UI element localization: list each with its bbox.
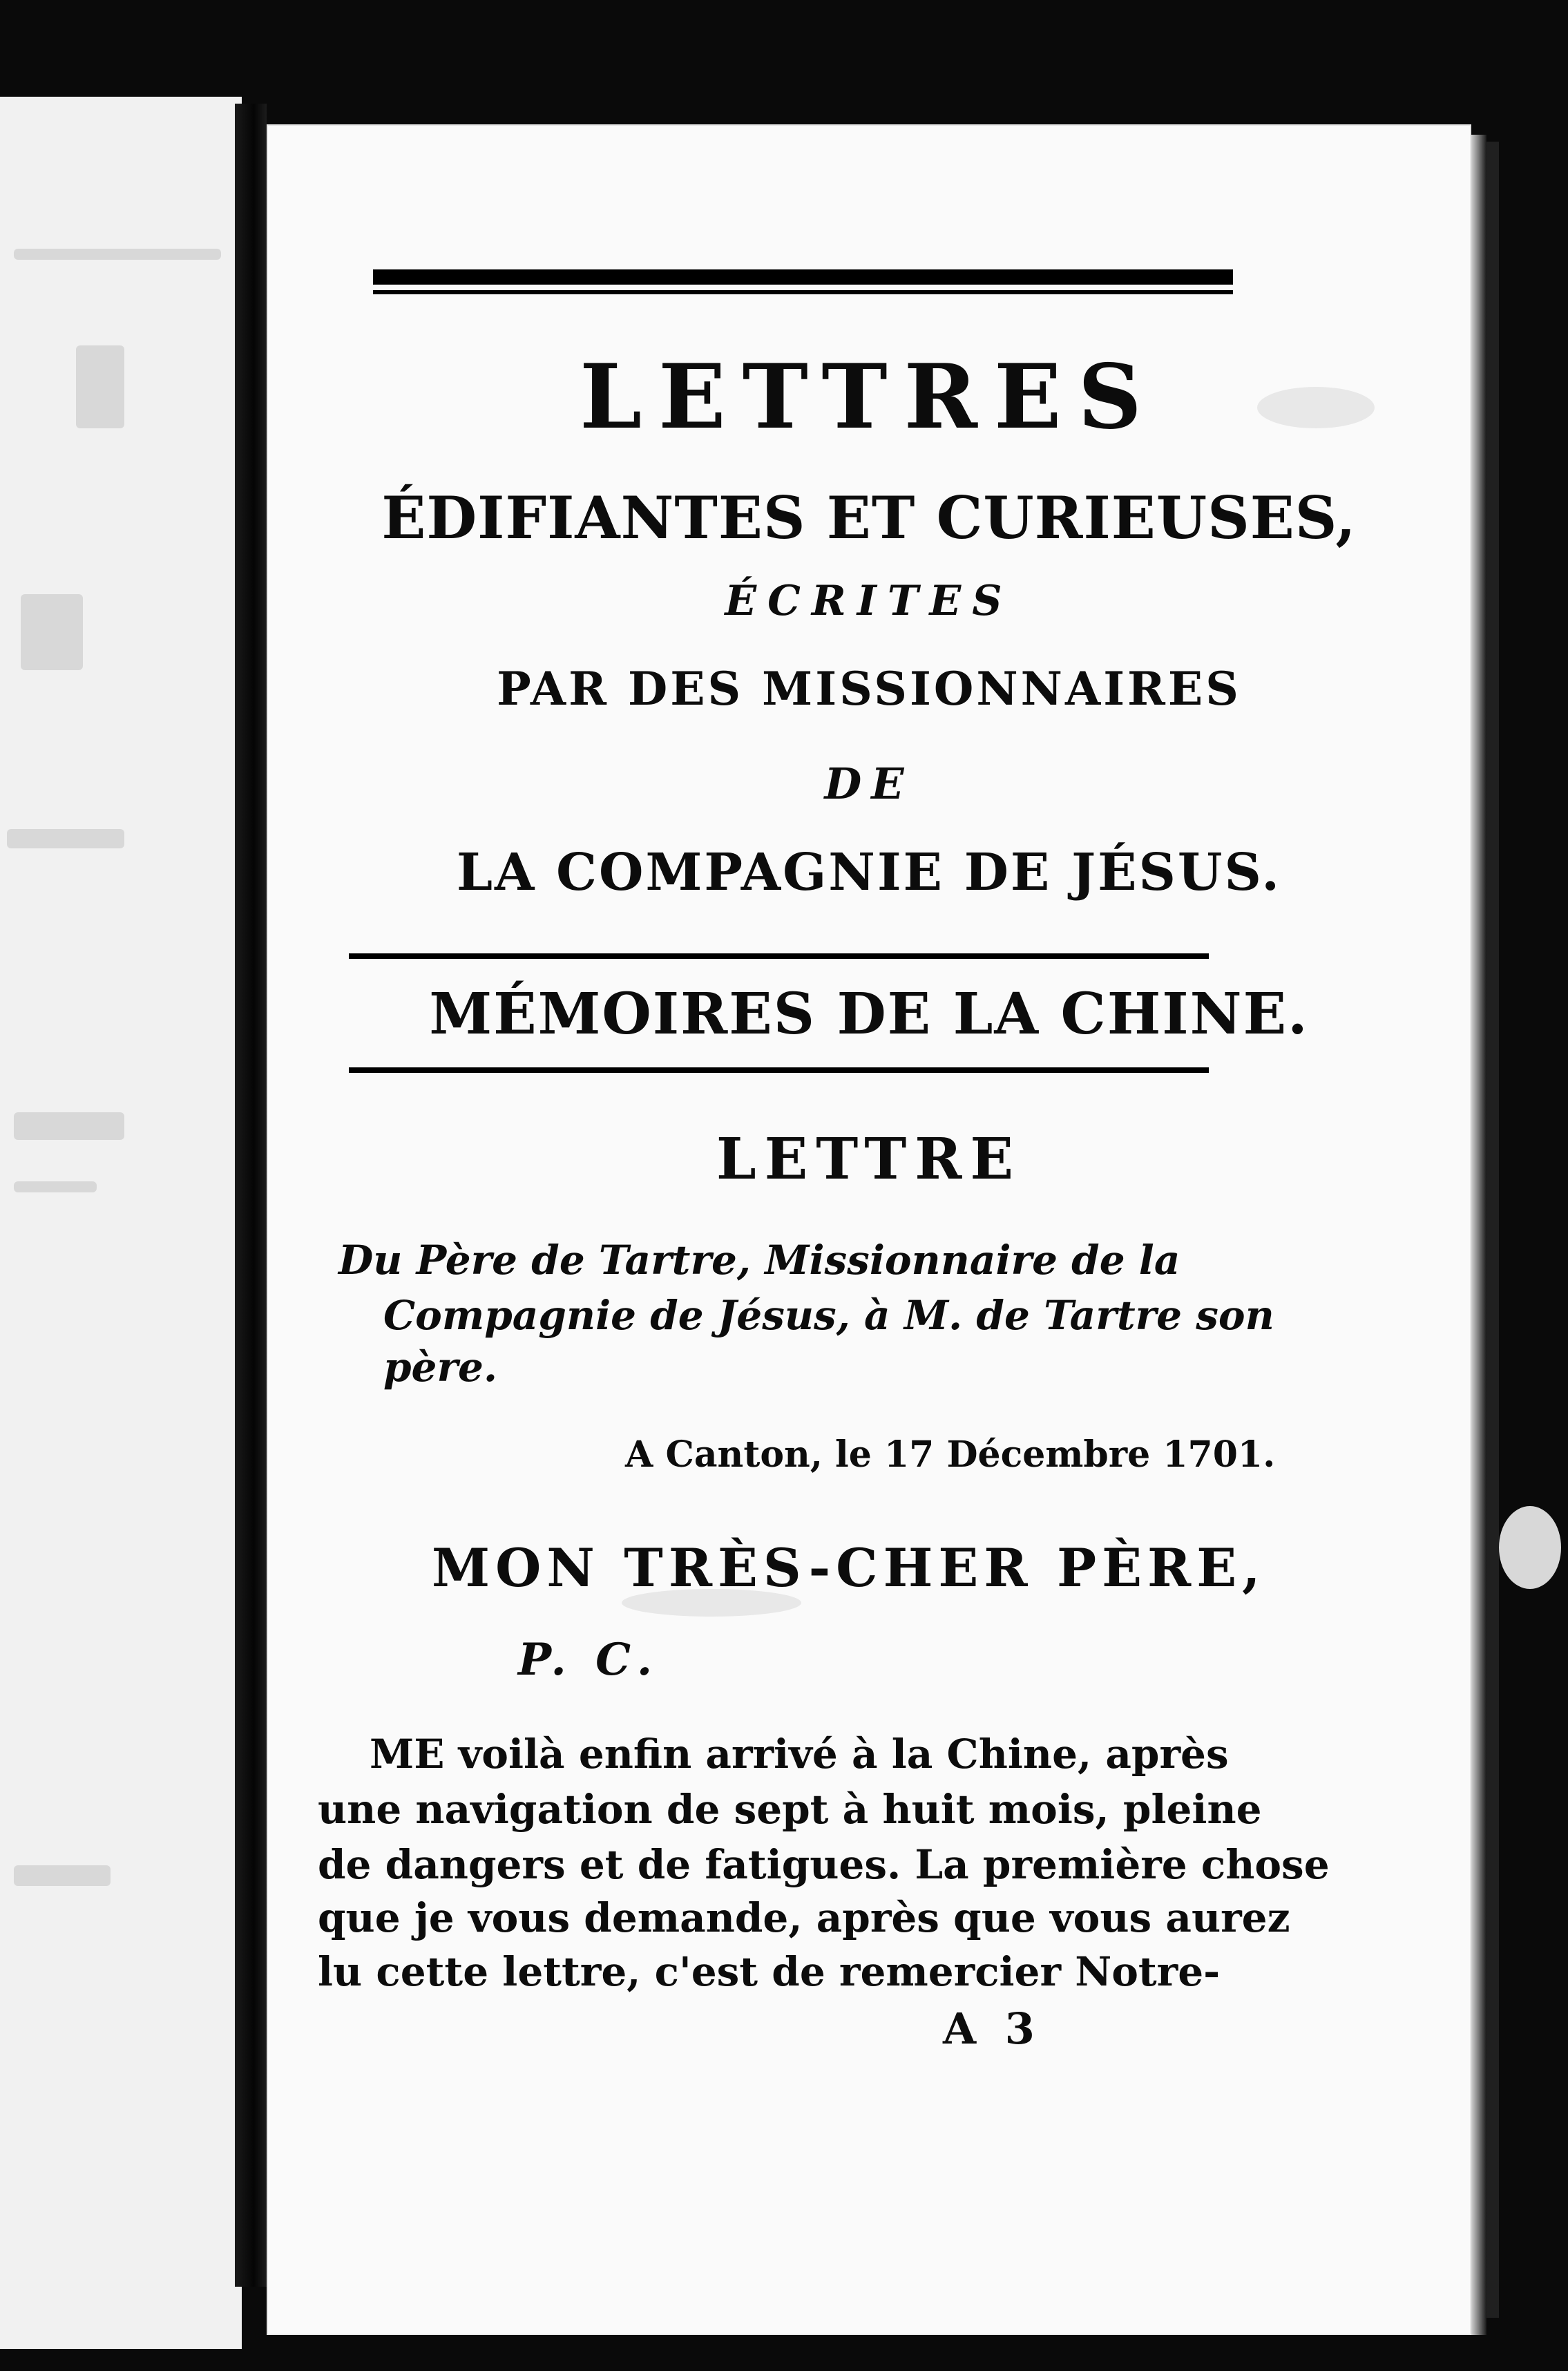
left-facing-page <box>0 97 242 2349</box>
dateline: A Canton, le 17 Décembre 1701. <box>625 1434 1276 1476</box>
section-rule-top <box>349 953 1209 959</box>
page-edge-shadow <box>1471 135 1486 2335</box>
of-label: DE <box>824 759 914 809</box>
written-label: ÉCRITES <box>725 577 1013 625</box>
book-subtitle: ÉDIFIANTES ET CURIEUSES, <box>381 484 1357 552</box>
top-double-rule-inner <box>373 290 1233 294</box>
book-title: LETTRES <box>580 345 1158 449</box>
by-missionaries-label: PAR DES MISSIONNAIRES <box>497 662 1241 716</box>
body-text-line: une navigation de sept à huit mois, pleine <box>318 1786 1262 1833</box>
page-edge-dark <box>1486 142 1499 2318</box>
section-title: MÉMOIRES DE LA CHINE. <box>429 981 1309 1047</box>
book-gutter <box>235 104 267 2287</box>
letter-address-line: Du Père de Tartre, Missionnaire de la <box>338 1237 1180 1284</box>
top-double-rule <box>373 269 1233 285</box>
society-name: LA COMPAGNIE DE JÉSUS. <box>456 843 1282 902</box>
body-text-line: ME voilà enfin arrivé à la Chine, après <box>370 1731 1229 1778</box>
signature-mark: A 3 <box>943 2003 1042 2054</box>
body-text-line: lu cette lettre, c'est de remercier Notre- <box>318 1948 1221 1995</box>
letter-address-line: Compagnie de Jésus, à M. de Tartre son <box>383 1292 1274 1339</box>
paper-damage <box>1499 1506 1561 1589</box>
right-page <box>267 124 1471 2335</box>
pc-abbreviation: P. C. <box>518 1634 660 1686</box>
salutation: MON TRÈS-CHER PÈRE, <box>432 1537 1266 1599</box>
body-text-line: que je vous demande, après que vous aurez <box>318 1894 1290 1941</box>
section-rule-bottom <box>349 1067 1209 1073</box>
letter-address-line: père. <box>383 1344 498 1391</box>
body-text-line: de dangers et de fatigues. La première chose <box>318 1841 1330 1888</box>
letter-heading: LETTRE <box>716 1126 1022 1192</box>
